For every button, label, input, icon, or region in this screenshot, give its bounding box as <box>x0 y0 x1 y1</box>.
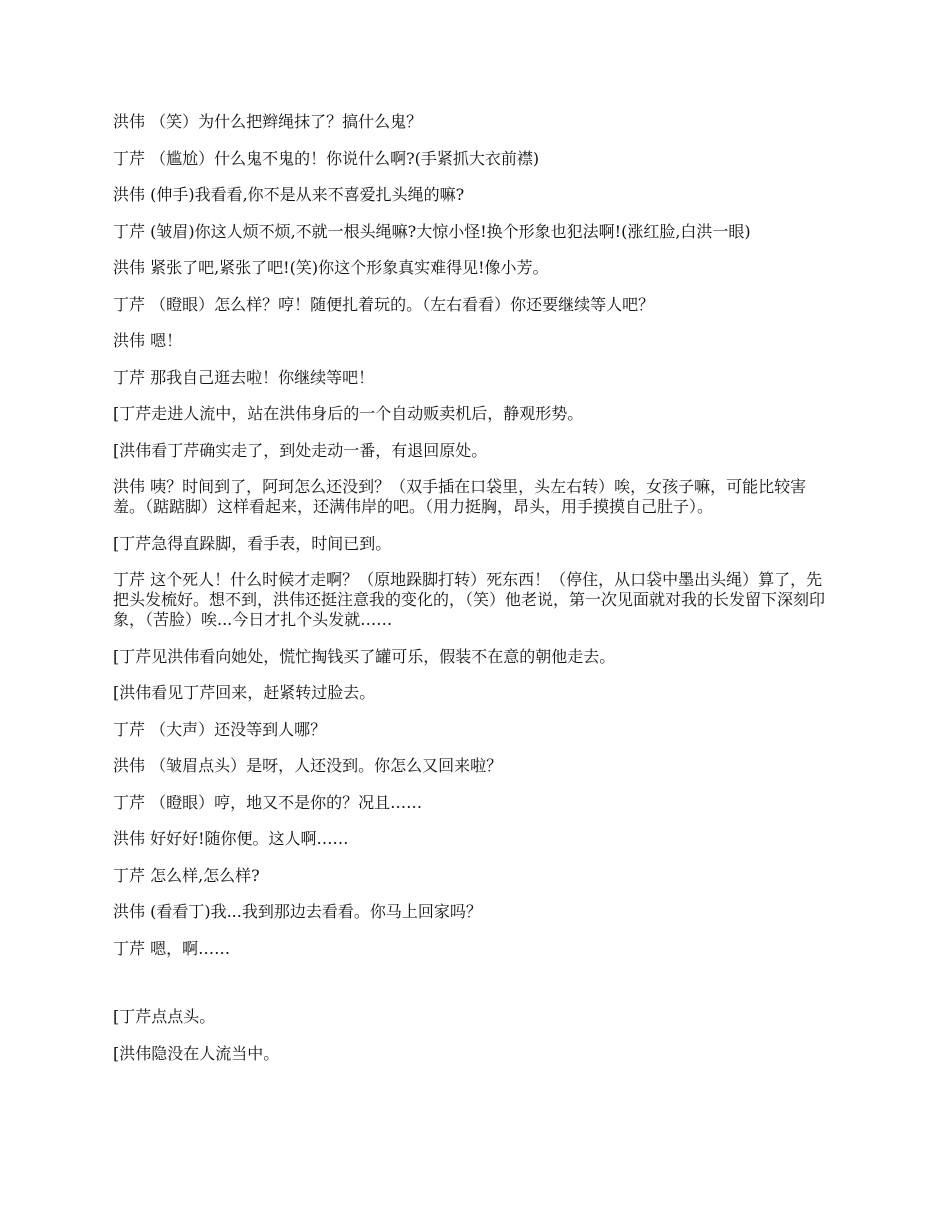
stage-direction: [丁芹见洪伟看向她处，慌忙掏钱买了罐可乐，假装不在意的朝他走去。 <box>113 646 616 666</box>
dialogue-line: 洪伟 咦？时间到了，阿珂怎么还没到？（双手插在口袋里，头左右转）唉，女孩子嘛，可能比较害羞。（踮踮脚）这样看起来，还满伟岸的吧。（用力挺胸，昂头，用手摸摸自己肚子）。 <box>113 477 807 516</box>
dialogue-line: 洪伟 （皱眉点头）是呀，人还没到。你怎么又回来啦？ <box>113 756 503 775</box>
stage-direction: [洪伟看丁芹确实走了，到处走动一番，有退回原处。 <box>113 440 488 460</box>
dialogue-line: 丁芹 （瞪眼）哼，地又不是你的？况且…… <box>113 792 423 812</box>
script-body <box>113 112 838 1080</box>
dialogue-line: 洪伟 紧张了吧,紧张了吧!(笑)你这个形象真实难得见!像小芳。 <box>113 258 549 277</box>
dialogue-line: 洪伟 嗯！ <box>113 331 183 350</box>
stage-direction: [丁芹走进人流中，站在洪伟身后的一个自动贩卖机后，静观形势。 <box>113 404 584 423</box>
dialogue-line: 洪伟 (看看丁)我...我到那边去看看。你马上回家吗？ <box>113 902 482 921</box>
dialogue-line: 丁芹 (皱眉)你这人烦不烦,不就一根头绳嘛?大惊小怪!换个形象也犯法啊!(涨红脸,白洪一眼) <box>113 221 751 241</box>
dialogue-line: 丁芹 （大声）还没等到人哪？ <box>113 719 327 739</box>
dialogue-line: 丁芹 （尴尬）什么鬼不鬼的！你说什么啊?(手紧抓大衣前襟) <box>113 148 540 168</box>
dialogue-line: 丁芹 （瞪眼）怎么样？哼！随便扎着玩的。（左右看看）你还要继续等人吧？ <box>113 294 655 314</box>
dialogue-line: 丁芹 怎么样,怎么样? <box>113 865 260 885</box>
stage-direction: [洪伟看见丁芹回来，赶紧转过脸去。 <box>113 683 376 702</box>
dialogue-line: 洪伟 （笑）为什么把辫绳抹了？搞什么鬼？ <box>113 112 423 131</box>
dialogue-line: 洪伟 好好好!随你便。这人啊…… <box>113 829 349 848</box>
stage-direction: [丁芹点点头。 <box>113 1007 216 1026</box>
dialogue-line: 丁芹 那我自己逛去啦！你继续等吧！ <box>113 367 375 387</box>
blank-spacer <box>113 975 838 1007</box>
dialogue-line: 洪伟 (伸手)我看看,你不是从来不喜爱扎头绳的嘛? <box>113 185 465 204</box>
stage-direction: [丁芹急得直跺脚，看手表，时间已到。 <box>113 533 392 553</box>
dialogue-line: 丁芹 嗯，啊…… <box>113 938 231 958</box>
dialogue-line: 丁芹 这个死人！什么时候才走啊？（原地跺脚打转）死东西！（停住，从口袋中墨出头绳）算了，先把头发梳好。想不到，洪伟还挺注意我的变化的，（笑）他老说，第一次见面就对我的长发留下深刻印象，（苦脸）唉...今日才扎个头发就…… <box>113 570 826 629</box>
stage-direction: [洪伟隐没在人流当中。 <box>113 1043 280 1063</box>
